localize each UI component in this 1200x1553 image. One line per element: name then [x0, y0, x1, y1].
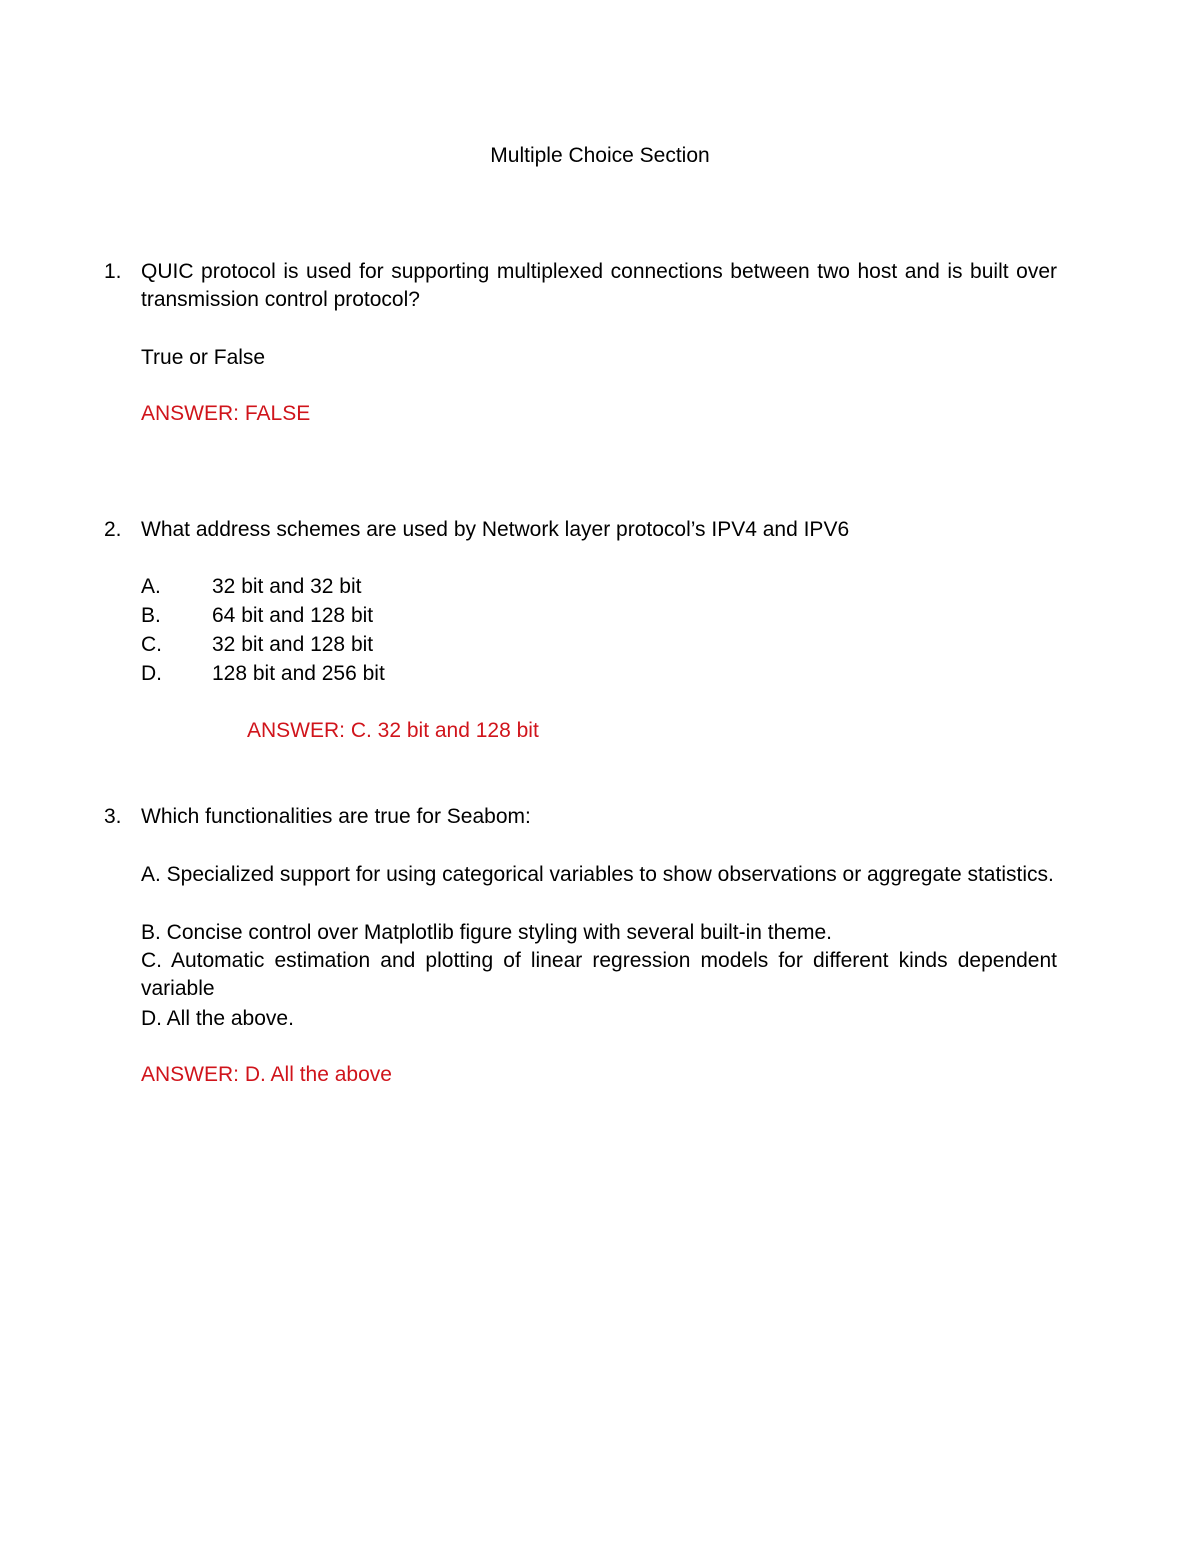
question-3-option-b: B. Concise control over Matplotlib figure styling with several built-in theme. [141, 921, 832, 944]
question-2-option-c-letter: C. [141, 633, 162, 656]
question-2-option-d-letter: D. [141, 662, 162, 685]
question-3-text: Which functionalities are true for Seabom: [141, 805, 531, 828]
question-2-option-a-letter: A. [141, 575, 161, 598]
question-2-option-a-text: 32 bit and 32 bit [212, 575, 362, 598]
question-2-number: 2. [104, 518, 122, 541]
question-2-answer: ANSWER: C. 32 bit and 128 bit [247, 719, 539, 742]
question-3-option-c: C. Automatic estimation and plotting of linear regression models for different kinds dependent variable [141, 949, 1057, 1000]
question-2-option-b-text: 64 bit and 128 bit [212, 604, 374, 627]
question-1-text: QUIC protocol is used for supporting multiplexed connections between two host and is built over transmission control protocol? [141, 260, 1057, 311]
question-1-answer: ANSWER: FALSE [141, 402, 311, 425]
question-3-option-d: D. All the above. [141, 1007, 294, 1030]
question-2-option-c-text: 32 bit and 128 bit [212, 633, 374, 656]
question-3-number: 3. [104, 805, 122, 828]
page-title: Multiple Choice Section [490, 144, 710, 167]
question-2-option-b-letter: B. [141, 604, 161, 627]
question-3-option-a: A. Specialized support for using categorical variables to show observations or aggregate statistics. [141, 863, 1054, 886]
question-1-number: 1. [104, 260, 122, 283]
question-3-answer: ANSWER: D. All the above [141, 1063, 392, 1086]
question-1-prompt: True or False [141, 346, 266, 369]
question-2-option-d-text: 128 bit and 256 bit [212, 662, 385, 685]
question-2-text: What address schemes are used by Network layer protocol’s IPV4 and IPV6 [141, 518, 850, 541]
